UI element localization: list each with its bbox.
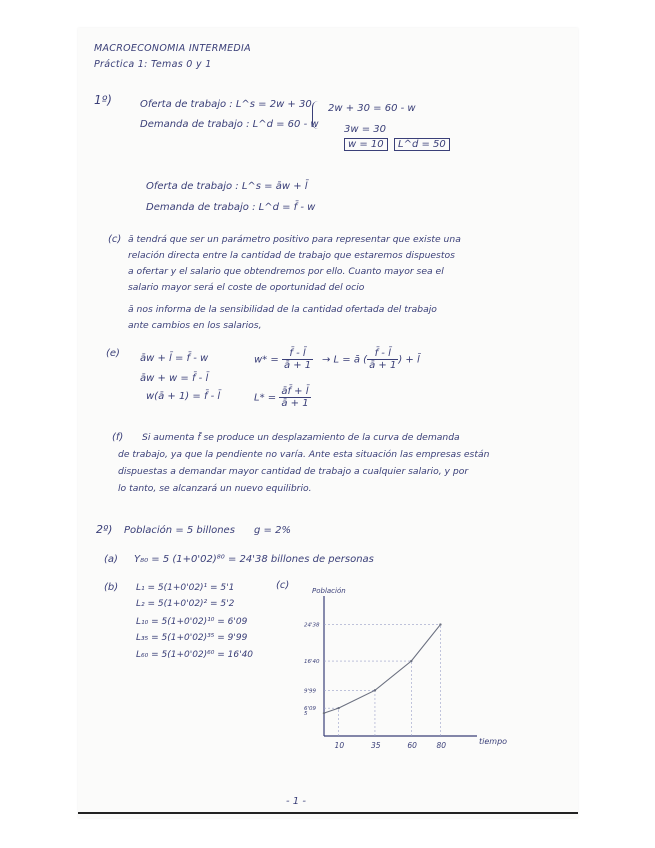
- y-axis-label: Población: [312, 587, 346, 595]
- x-tick-label: 35: [370, 741, 381, 750]
- ex1-part-c-line: ā tendrá que ser un parámetro positivo para representar que existe una: [128, 234, 461, 245]
- ex1-part-c-label: (c): [108, 234, 122, 245]
- ex1-part-f-label: (f): [112, 432, 124, 443]
- ex1-supply2: Oferta de trabajo : L^s = āw + l̄: [146, 181, 308, 192]
- ex1-e-eq1: āw + l̄ = f̄ - w: [140, 353, 209, 364]
- ex1-supply: Oferta de trabajo : L^s = 2w + 30: [140, 99, 312, 110]
- ex1-e-eq2: āw + w = f̄ - l̄: [140, 373, 209, 384]
- paper-sheet: [78, 28, 578, 818]
- ex1-part-f-line: de trabajo, ya que la pendiente no varía. Ante esta situación las empresas están: [118, 449, 490, 460]
- ex2-part-b-line: L₂ = 5(1+0'02)² = 5'2: [136, 599, 235, 609]
- ex2-part-c-label: (c): [276, 580, 290, 591]
- l-den: ā + 1: [369, 360, 397, 371]
- ex1-number: 1º): [94, 93, 112, 107]
- ex2-number: 2º): [96, 523, 113, 536]
- ex2-growth: g = 2%: [254, 525, 291, 536]
- ex2-population: Población = 5 billones: [124, 525, 235, 536]
- ex1-part-c-line: salario mayor será el coste de oportunidad del ocio: [128, 282, 365, 293]
- ex1-wstar: [254, 348, 313, 371]
- ex1-result-w: w = 10: [344, 138, 388, 151]
- x-axis-label: tiempo: [479, 737, 508, 746]
- ex1-eq2: 3w = 30: [344, 124, 387, 135]
- y-tick-label: 9'99: [304, 688, 317, 695]
- ex1-e-eq3: w(ā + 1) = f̄ - l̄: [146, 391, 221, 402]
- brace: [312, 101, 321, 129]
- x-tick-label: 10: [334, 741, 345, 750]
- ex2-part-b-line: L₆₀ = 5(1+0'02)⁶⁰ = 16'40: [136, 650, 254, 660]
- wstar-num: f̄ - l̄: [282, 348, 313, 360]
- ex1-part-c2-line: ante cambios en los salarios,: [128, 320, 262, 331]
- ex1-demand: Demanda de trabajo : L^d = 60 - w: [140, 119, 319, 130]
- ex1-part-c-line: a ofertar y el salario que obtendremos por ello. Cuanto mayor sea el: [128, 266, 444, 277]
- ex2-part-a-label: (a): [104, 554, 118, 565]
- lstar-den: ā + 1: [281, 398, 309, 409]
- l-fraction: [367, 348, 398, 371]
- x-tick-label: 60: [407, 741, 417, 750]
- ex1-part-e-label: (e): [106, 348, 120, 359]
- l-num: f̄ - l̄: [367, 348, 398, 360]
- course-title: MACROECONOMIA INTERMEDIA: [94, 43, 251, 54]
- ex1-part-c-line: relación directa entre la cantidad de trabajo que estaremos dispuestos: [128, 250, 455, 261]
- y-tick-label: 24'38: [304, 622, 320, 629]
- y-tick-label: 5: [304, 711, 308, 718]
- wstar-label: w* =: [254, 354, 279, 366]
- ex1-l-expression: → L = ā ( $\frac{f̄ - l̄}{ā + 1}$ ) + l̄: [322, 348, 420, 371]
- ex1-part-f-line: dispuestas a demandar mayor cantidad de trabajo a cualquier salario, y por: [118, 466, 469, 477]
- ex2-part-b-label: (b): [104, 582, 119, 593]
- x-tick-label: 80: [436, 741, 446, 750]
- ex2-part-b-line: L₃₅ = 5(1+0'02)³⁵ = 9'99: [136, 633, 248, 643]
- ex1-eq1: 2w + 30 = 60 - w: [328, 103, 416, 114]
- page-number: - 1 -: [286, 796, 306, 807]
- lstar-num: āf̄ + l̄: [279, 386, 310, 398]
- ex1-part-f-line: lo tanto, se alcanzará un nuevo equilibrio.: [118, 483, 312, 494]
- lstar-label: L* =: [254, 392, 277, 404]
- ex1-part-f-line: Si aumenta f̄ se produce un desplazamiento de la curva de demanda: [142, 432, 460, 443]
- lstar-fraction: [279, 386, 310, 409]
- ex1-result-l: L^d = 50: [394, 138, 450, 151]
- ex2-part-a: Y₈₀ = 5 (1+0'02)⁸⁰ = 24'38 billones de personas: [134, 554, 374, 565]
- wstar-den: ā + 1: [283, 360, 312, 371]
- y-tick-label: 16'40: [304, 659, 320, 666]
- practice-subtitle: Práctica 1: Temas 0 y 1: [94, 59, 212, 70]
- ex2-part-b-line: L₁₀ = 5(1+0'02)¹⁰ = 6'09: [136, 617, 248, 627]
- y-tick-label: 6'09: [304, 706, 317, 713]
- l-plus: + l̄: [405, 354, 420, 366]
- ex1-lstar: [254, 386, 311, 409]
- ex1-demand2: Demanda de trabajo : L^d = f̄ - w: [146, 202, 316, 213]
- wstar-fraction: [282, 348, 313, 371]
- l-arrow: → L = ā: [322, 354, 360, 366]
- ex2-part-b-line: L₁ = 5(1+0'02)¹ = 5'1: [136, 583, 235, 593]
- ex1-part-c2-line: ā nos informa de la sensibilidad de la cantidad ofertada del trabajo: [128, 304, 437, 315]
- page-bottom-edge: [78, 812, 578, 814]
